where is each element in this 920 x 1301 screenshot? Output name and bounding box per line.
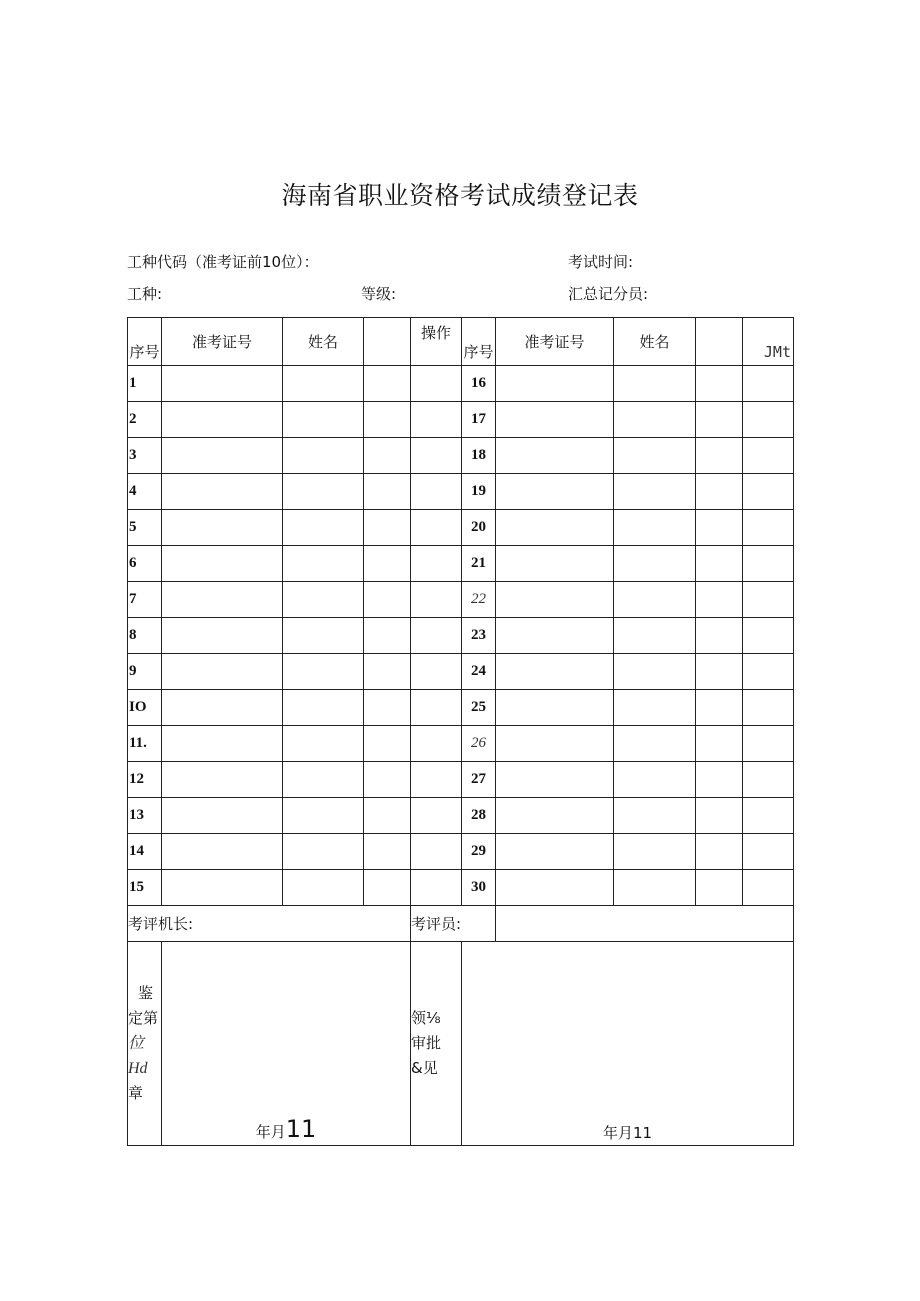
- row-number-right: 27: [462, 762, 496, 798]
- ticket-cell-2[interactable]: [496, 798, 614, 834]
- extra-cell-2[interactable]: [696, 726, 743, 762]
- row-number-left: 13: [128, 798, 162, 834]
- table-row: [128, 366, 794, 402]
- extra-cell[interactable]: [364, 582, 411, 618]
- name-cell[interactable]: [283, 834, 364, 870]
- row-number-right: 17: [462, 402, 496, 438]
- row-number-left: 2: [128, 402, 162, 438]
- table-row: [128, 870, 794, 906]
- extra-cell[interactable]: [364, 690, 411, 726]
- extra-cell[interactable]: [364, 834, 411, 870]
- name-cell-2[interactable]: [614, 690, 696, 726]
- ticket-cell-2[interactable]: [496, 834, 614, 870]
- seal-line-2: 定第: [128, 1009, 159, 1027]
- ticket-cell-2[interactable]: [496, 438, 614, 474]
- last-cell[interactable]: [743, 582, 794, 618]
- ticket-cell[interactable]: [162, 510, 283, 546]
- header-seq: 序号: [128, 318, 162, 366]
- extra-cell[interactable]: [364, 762, 411, 798]
- row-number-left: 4: [128, 474, 162, 510]
- last-cell[interactable]: [743, 834, 794, 870]
- extra-cell[interactable]: [364, 474, 411, 510]
- table-row: [128, 654, 794, 690]
- ticket-cell-2[interactable]: [496, 654, 614, 690]
- name-cell[interactable]: [283, 510, 364, 546]
- job-label: 工种:: [127, 285, 163, 303]
- name-cell[interactable]: [283, 402, 364, 438]
- extra-cell-2[interactable]: [696, 510, 743, 546]
- row-number-left: 1: [128, 366, 162, 402]
- last-cell[interactable]: [743, 438, 794, 474]
- name-cell[interactable]: [283, 546, 364, 582]
- approval-area[interactable]: [462, 942, 794, 1146]
- row-number-left: 5: [128, 510, 162, 546]
- approval-row: [128, 942, 794, 1146]
- row-number-left: 9: [128, 654, 162, 690]
- row-number-right: 21: [462, 546, 496, 582]
- recorder-label: 汇总记分员:: [568, 285, 649, 303]
- operation-cell[interactable]: [411, 762, 462, 798]
- extra-cell-2[interactable]: [696, 654, 743, 690]
- extra-cell-2[interactable]: [696, 762, 743, 798]
- table-row: [128, 618, 794, 654]
- operation-cell[interactable]: [411, 798, 462, 834]
- operation-cell[interactable]: [411, 582, 462, 618]
- last-cell[interactable]: [743, 366, 794, 402]
- name-cell[interactable]: [283, 474, 364, 510]
- header-seq-2: 序号: [462, 318, 496, 366]
- extra-cell-2[interactable]: [696, 618, 743, 654]
- extra-cell-2[interactable]: [696, 366, 743, 402]
- extra-cell[interactable]: [364, 798, 411, 834]
- chief-row: [128, 906, 794, 942]
- operation-cell[interactable]: [411, 690, 462, 726]
- approval-line-1: 领⅛: [411, 1009, 441, 1027]
- row-number-right: 16: [462, 366, 496, 402]
- level-label: 等级:: [361, 285, 397, 303]
- ticket-cell[interactable]: [162, 726, 283, 762]
- extra-cell[interactable]: [364, 654, 411, 690]
- last-cell[interactable]: [743, 546, 794, 582]
- name-cell-2[interactable]: [614, 798, 696, 834]
- exam-time-label: 考试时间:: [568, 253, 634, 271]
- last-cell[interactable]: [743, 402, 794, 438]
- table-row: [128, 834, 794, 870]
- row-number-left: 3: [128, 438, 162, 474]
- row-number-right: 20: [462, 510, 496, 546]
- table-row: [128, 510, 794, 546]
- extra-cell[interactable]: [364, 366, 411, 402]
- row-number-left: 15: [128, 870, 162, 906]
- row-number-left: 11.: [128, 726, 162, 762]
- name-cell-2[interactable]: [614, 438, 696, 474]
- operation-cell[interactable]: [411, 726, 462, 762]
- name-cell-2[interactable]: [614, 546, 696, 582]
- ticket-cell-2[interactable]: [496, 870, 614, 906]
- last-cell[interactable]: [743, 510, 794, 546]
- last-cell[interactable]: [743, 654, 794, 690]
- extra-cell[interactable]: [364, 546, 411, 582]
- operation-cell[interactable]: [411, 510, 462, 546]
- operation-cell[interactable]: [411, 438, 462, 474]
- row-number-right: 22: [462, 582, 496, 618]
- operation-cell[interactable]: [411, 618, 462, 654]
- name-cell-2[interactable]: [614, 654, 696, 690]
- name-cell-2[interactable]: [614, 762, 696, 798]
- row-number-right: 18: [462, 438, 496, 474]
- chief-label: 考评机长:: [128, 906, 411, 942]
- name-cell[interactable]: [283, 582, 364, 618]
- row-number-right: 23: [462, 618, 496, 654]
- ticket-cell[interactable]: [162, 438, 283, 474]
- seal-area[interactable]: [162, 942, 411, 1146]
- name-cell-2[interactable]: [614, 510, 696, 546]
- last-cell[interactable]: [743, 618, 794, 654]
- score-table: [127, 317, 794, 1146]
- row-number-left: 12: [128, 762, 162, 798]
- date-left-suffix: 11: [285, 1115, 317, 1143]
- table-row: [128, 762, 794, 798]
- approval-line-3: &见: [411, 1059, 438, 1077]
- operation-cell[interactable]: [411, 402, 462, 438]
- operation-cell[interactable]: [411, 870, 462, 906]
- extra-cell[interactable]: [364, 438, 411, 474]
- extra-cell-2[interactable]: [696, 546, 743, 582]
- ticket-cell[interactable]: [162, 762, 283, 798]
- name-cell[interactable]: [283, 726, 364, 762]
- name-cell-2[interactable]: [614, 402, 696, 438]
- extra-cell-2[interactable]: [696, 870, 743, 906]
- extra-cell-2[interactable]: [696, 798, 743, 834]
- seal-line-1: 鉴: [138, 984, 154, 1002]
- row-number-left: 7: [128, 582, 162, 618]
- table-row: [128, 546, 794, 582]
- ticket-cell-2[interactable]: [496, 726, 614, 762]
- row-number-left: IO: [128, 690, 162, 726]
- row-number-right: 29: [462, 834, 496, 870]
- name-cell[interactable]: [283, 366, 364, 402]
- header-blank-2: [696, 318, 743, 366]
- extra-cell[interactable]: [364, 510, 411, 546]
- extra-cell-2[interactable]: [696, 474, 743, 510]
- name-cell[interactable]: [283, 690, 364, 726]
- page-title: 海南省职业资格考试成绩登记表: [281, 181, 639, 210]
- table-row: [128, 438, 794, 474]
- ticket-cell[interactable]: [162, 798, 283, 834]
- last-cell[interactable]: [743, 870, 794, 906]
- last-cell[interactable]: [743, 474, 794, 510]
- header-row: [128, 318, 794, 366]
- name-cell[interactable]: [283, 798, 364, 834]
- ticket-cell-2[interactable]: [496, 546, 614, 582]
- date-right: 年月11: [602, 1124, 653, 1142]
- name-cell-2[interactable]: [614, 582, 696, 618]
- table-row: [128, 474, 794, 510]
- header-last: JMt: [743, 318, 794, 366]
- table-row: [128, 726, 794, 762]
- name-cell-2[interactable]: [614, 834, 696, 870]
- ticket-cell[interactable]: [162, 834, 283, 870]
- name-cell-2[interactable]: [614, 726, 696, 762]
- table-row: [128, 582, 794, 618]
- extra-cell[interactable]: [364, 618, 411, 654]
- row-number-right: 24: [462, 654, 496, 690]
- operation-cell[interactable]: [411, 654, 462, 690]
- header-operation: 操作: [411, 318, 462, 366]
- last-cell[interactable]: [743, 690, 794, 726]
- approval-label: [411, 942, 462, 1146]
- name-cell[interactable]: [283, 762, 364, 798]
- ticket-cell[interactable]: [162, 618, 283, 654]
- header-ticket-2: 准考证号: [496, 318, 614, 366]
- seal-label: [128, 942, 162, 1146]
- table-row: [128, 402, 794, 438]
- ticket-cell[interactable]: [162, 546, 283, 582]
- approval-line-2: 审批: [411, 1034, 442, 1052]
- ticket-cell[interactable]: [162, 474, 283, 510]
- ticket-cell[interactable]: [162, 870, 283, 906]
- extra-cell-2[interactable]: [696, 690, 743, 726]
- row-number-left: 14: [128, 834, 162, 870]
- extra-cell[interactable]: [364, 726, 411, 762]
- extra-cell-2[interactable]: [696, 438, 743, 474]
- header-name: 姓名: [283, 318, 364, 366]
- last-cell[interactable]: [743, 798, 794, 834]
- ticket-cell[interactable]: [162, 402, 283, 438]
- extra-cell[interactable]: [364, 402, 411, 438]
- operation-cell[interactable]: [411, 366, 462, 402]
- seal-line-5: 章: [128, 1084, 144, 1102]
- extra-cell-2[interactable]: [696, 834, 743, 870]
- ticket-cell-2[interactable]: [496, 690, 614, 726]
- extra-cell-2[interactable]: [696, 582, 743, 618]
- row-number-left: 6: [128, 546, 162, 582]
- extra-cell-2[interactable]: [696, 402, 743, 438]
- name-cell[interactable]: [283, 654, 364, 690]
- row-number-right: 28: [462, 798, 496, 834]
- row-number-right: 19: [462, 474, 496, 510]
- name-cell-2[interactable]: [614, 870, 696, 906]
- extra-cell[interactable]: [364, 870, 411, 906]
- name-cell[interactable]: [283, 870, 364, 906]
- seal-line-3: 位: [128, 1035, 145, 1052]
- ticket-cell-2[interactable]: [496, 366, 614, 402]
- row-number-left: 8: [128, 618, 162, 654]
- ticket-cell[interactable]: [162, 582, 283, 618]
- header-name-2: 姓名: [614, 318, 696, 366]
- row-number-right: 25: [462, 690, 496, 726]
- examiner-field[interactable]: [496, 906, 794, 942]
- table-row: [128, 690, 794, 726]
- ticket-cell-2[interactable]: [496, 474, 614, 510]
- ticket-cell-2[interactable]: [496, 510, 614, 546]
- name-cell[interactable]: [283, 438, 364, 474]
- name-cell-2[interactable]: [614, 618, 696, 654]
- operation-cell[interactable]: [411, 474, 462, 510]
- seal-line-4: Hd: [128, 1060, 148, 1077]
- last-cell[interactable]: [743, 762, 794, 798]
- operation-cell[interactable]: [411, 834, 462, 870]
- job-code-label: 工种代码（准考证前10位）：: [127, 253, 319, 271]
- name-cell-2[interactable]: [614, 366, 696, 402]
- ticket-cell-2[interactable]: [496, 618, 614, 654]
- ticket-cell[interactable]: [162, 654, 283, 690]
- table-row: [128, 798, 794, 834]
- last-cell[interactable]: [743, 726, 794, 762]
- date-left-prefix: 年月: [255, 1123, 286, 1141]
- ticket-cell[interactable]: [162, 366, 283, 402]
- ticket-cell-2[interactable]: [496, 582, 614, 618]
- operation-cell[interactable]: [411, 546, 462, 582]
- examiner-label: 考评员:: [411, 906, 496, 942]
- name-cell-2[interactable]: [614, 474, 696, 510]
- ticket-cell-2[interactable]: [496, 402, 614, 438]
- ticket-cell-2[interactable]: [496, 762, 614, 798]
- name-cell[interactable]: [283, 618, 364, 654]
- row-number-right: 26: [462, 726, 496, 762]
- row-number-right: 30: [462, 870, 496, 906]
- header-blank: [364, 318, 411, 366]
- ticket-cell[interactable]: [162, 690, 283, 726]
- header-ticket: 准考证号: [162, 318, 283, 366]
